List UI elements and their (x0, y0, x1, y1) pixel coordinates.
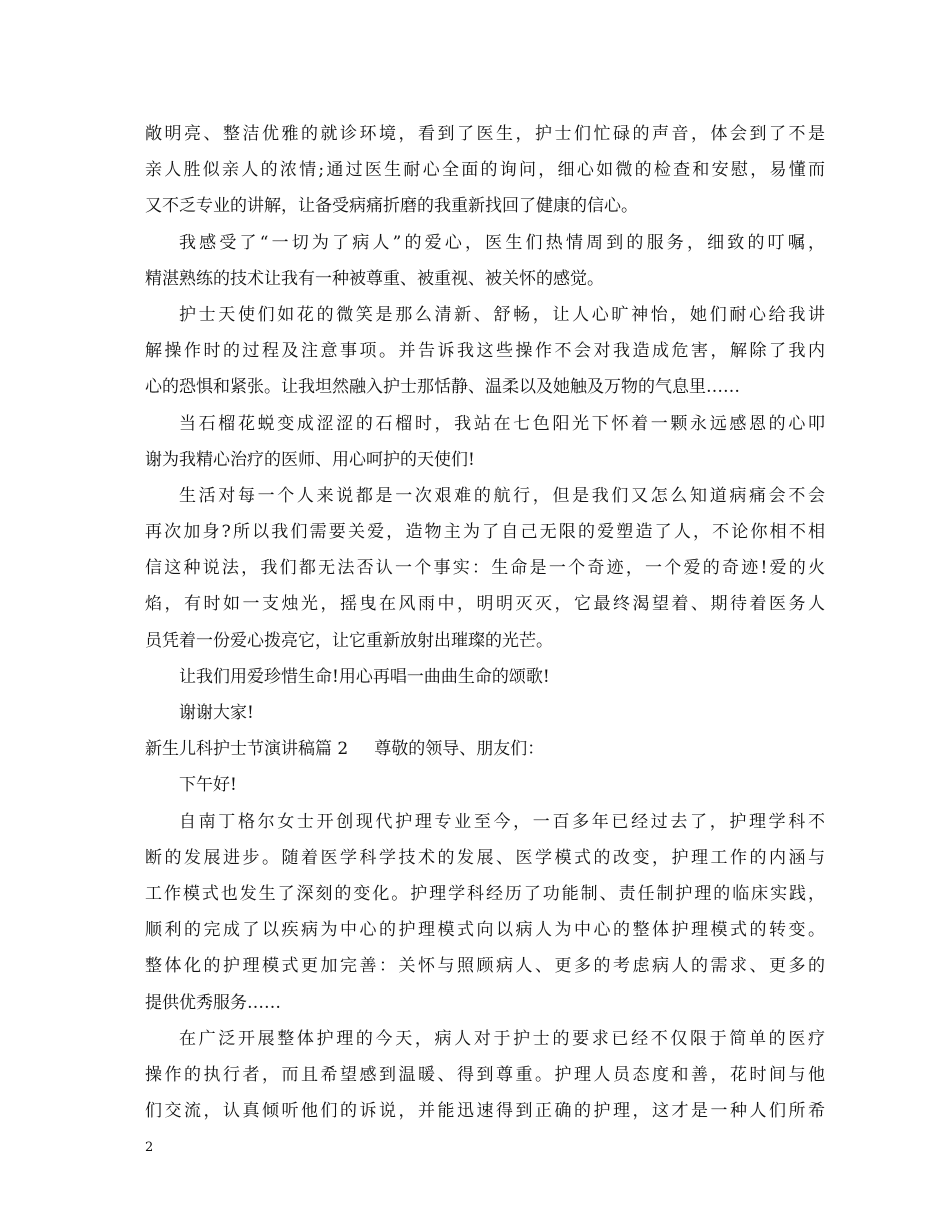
text-line: 提供优秀服务…… (145, 992, 281, 1013)
text-line: 精湛熟练的技术让我有一种被尊重、被重视、被关怀的感觉。 (145, 268, 604, 289)
text-line: 信这种说法，我们都无法否认一个事实：生命是一个奇迹，一个爱的奇迹!爱的火 (145, 558, 825, 579)
text-line: 解操作时的过程及注意事项。并告诉我这些操作不会对我造成危害，解除了我内 (145, 341, 825, 362)
text-line: 谢为我精心治疗的医师、用心呵护的天使们! (145, 449, 475, 470)
text-line: 又不乏专业的讲解，让备受病痛折磨的我重新找回了健康的信心。 (145, 196, 638, 217)
page-number: 2 (145, 1140, 154, 1155)
greeting-text: 尊敬的领导、朋友们： (374, 739, 545, 760)
text-line: 在广泛开展整体护理的今天，病人对于护士的要求已经不仅限于简单的医疗 (179, 1028, 825, 1049)
text-line: 当石榴花蜕变成涩涩的石榴时，我站在七色阳光下怀着一颗永远感恩的心叩 (179, 413, 825, 434)
text-line: 护士天使们如花的微笑是那么清新、舒畅，让人心旷神怡，她们耐心给我讲 (179, 304, 825, 325)
section-title: 新生儿科护士节演讲稿篇 2 (145, 739, 349, 760)
text-line: 下午好! (179, 775, 237, 796)
text-line: 敞明亮、整洁优雅的就诊环境，看到了医生，护士们忙碌的声音，体会到了不是 (145, 124, 825, 144)
text-line: 顺利的完成了以疾病为中心的护理模式向以病人为中心的整体护理模式的转变。 (145, 920, 825, 941)
paragraph-block-before (145, 116, 825, 731)
text-line: 焰，有时如一支烛光，摇曳在风雨中，明明灭灭，它最终渴望着、期待着医务人 (145, 594, 825, 615)
text-line: 们交流，认真倾听他们的诉说，并能迅速得到正确的护理，这才是一种人们所希 (145, 1101, 825, 1122)
text-line: 断的发展进步。随着医学科学技术的发展、医学模式的改变，护理工作的内涵与 (145, 847, 825, 868)
text-line: 心的恐惧和紧张。让我坦然融入护士那恬静、温柔以及她触及万物的气息里…… (145, 377, 740, 398)
text-line: 生活对每一个人来说都是一次艰难的航行，但是我们又怎么知道病痛会不会 (179, 485, 825, 506)
text-line: 自南丁格尔女士开创现代护理专业至今，一百多年已经过去了，护理学科不 (179, 811, 825, 832)
text-line: 工作模式也发生了深刻的变化。护理学科经历了功能制、责任制护理的临床实践， (145, 883, 825, 904)
section-heading-line (145, 731, 825, 767)
document-body (145, 116, 825, 1129)
text-line: 谢谢大家! (179, 703, 254, 723)
paragraph-block-after (145, 767, 825, 1129)
text-line: 操作的执行者，而且希望感到温暖、得到尊重。护理人员态度和善，花时间与他 (145, 1064, 825, 1085)
text-line: 再次加身?所以我们需要关爱，造物主为了自己无限的爱塑造了人，不论你相不相 (145, 522, 825, 543)
text-line: 亲人胜似亲人的浓情;通过医生耐心全面的询问，细心如微的检查和安慰，易懂而 (145, 160, 825, 181)
text-line: 整体化的护理模式更加完善：关怀与照顾病人、更多的考虑病人的需求、更多的 (145, 956, 825, 977)
text-line: 我感受了“一切为了病人”的爱心，医生们热情周到的服务，细致的叮嘱， (179, 232, 825, 253)
text-line: 让我们用爱珍惜生命!用心再唱一曲曲生命的颂歌! (179, 666, 550, 687)
text-line: 员凭着一份爱心拨亮它，让它重新放射出璀璨的光芒。 (145, 630, 553, 651)
